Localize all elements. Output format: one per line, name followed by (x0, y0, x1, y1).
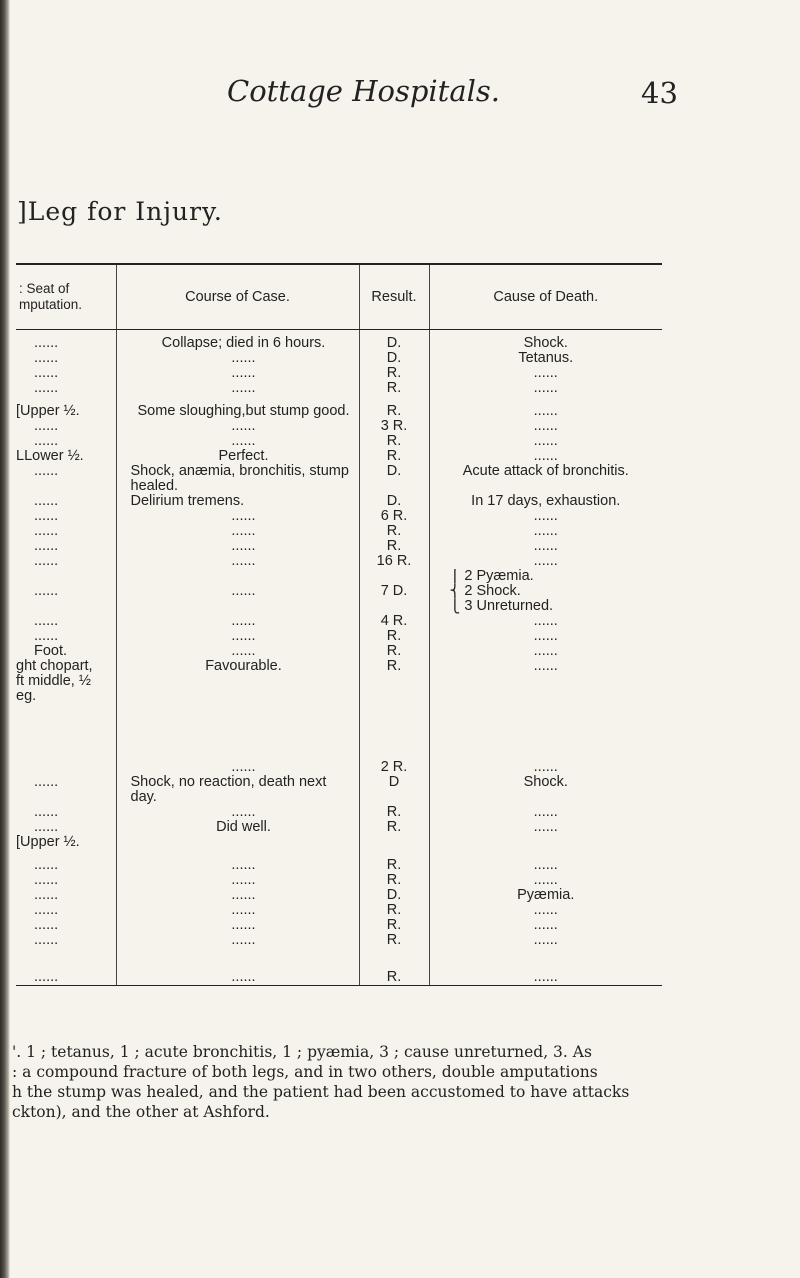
seat-cell (16, 569, 116, 584)
result-cell: 7 D. (359, 584, 429, 599)
result-cell: R. (359, 629, 429, 644)
result-cell: 4 R. (359, 614, 429, 629)
course-cell: ...... (116, 933, 359, 948)
course-cell (116, 835, 359, 850)
seat-cell: ...... (34, 335, 59, 351)
course-cell: ...... (116, 805, 359, 820)
result-cell: R. (359, 970, 429, 986)
spacer-row (16, 704, 662, 760)
seat-cell: ...... (34, 614, 59, 629)
course-cell: Some sloughing,but stump good. (116, 404, 359, 419)
cause-cell: ...... (429, 434, 662, 449)
table-row (16, 835, 662, 850)
cause-cell: ...... (429, 539, 662, 554)
result-cell: R. (359, 933, 429, 948)
note-line: '. 1 ; tetanus, 1 ; acute bronchitis, 1 ; pyæmia, 3 ; cause unreturned, 3. As (12, 1043, 592, 1061)
seat-cell: ...... (34, 524, 59, 539)
cause-cell: ...... (429, 933, 662, 948)
seat-cell: [Upper ½. (16, 404, 80, 419)
result-cell: R. (359, 858, 429, 873)
course-cell: ...... (116, 509, 359, 524)
course-cell: ...... (116, 381, 359, 396)
table-row (16, 554, 662, 569)
course-cell: Shock, no reaction, death next day. (116, 775, 359, 805)
seat-cell: LLower ½. (16, 449, 84, 464)
course-cell (116, 689, 359, 704)
cause-cell: Acute attack of bronchitis. (429, 464, 662, 494)
course-cell: ...... (116, 351, 359, 366)
page-header (0, 74, 800, 114)
seat-cell: ...... (34, 820, 59, 835)
seat-cell: ...... (34, 888, 59, 903)
cause-cell: ...... (429, 449, 662, 464)
table-row (16, 524, 662, 539)
cause-cell (429, 835, 662, 850)
result-cell: R. (359, 524, 429, 539)
course-cell (116, 569, 359, 584)
result-cell: 16 R. (359, 554, 429, 569)
cause-cell: ...... (429, 903, 662, 918)
seat-cell: ...... (16, 970, 116, 986)
seat-cell: ...... (34, 554, 59, 569)
seat-cell: ...... (34, 933, 59, 948)
seat-cell: ...... (34, 509, 59, 524)
cause-cell: ⎧ 2 Pyæmia. (429, 569, 662, 584)
cause-cell: ⎩ 3 Unreturned. (429, 599, 662, 614)
course-cell: ...... (116, 918, 359, 933)
table-row (16, 404, 662, 419)
header-result: Result. (359, 264, 429, 330)
course-cell: ...... (116, 970, 359, 986)
seat-cell (16, 599, 116, 614)
cause-cell: ...... (429, 644, 662, 659)
header-seat-of-amputation: : Seat of mputation. (16, 264, 116, 330)
course-cell: ...... (116, 554, 359, 569)
cause-cell: ...... (429, 629, 662, 644)
spacer-row (16, 396, 662, 404)
result-cell: D. (359, 351, 429, 366)
result-cell: D. (359, 494, 429, 509)
seat-cell: ...... (34, 464, 59, 479)
section-title: ]Leg for Injury. (17, 197, 223, 226)
result-cell: 6 R. (359, 509, 429, 524)
course-cell (116, 674, 359, 689)
course-cell: ...... (116, 584, 359, 599)
seat-cell: ...... (34, 351, 59, 366)
cause-cell: Tetanus. (429, 351, 662, 366)
table-row (16, 888, 662, 903)
table-row (16, 449, 662, 464)
result-cell: R. (359, 918, 429, 933)
seat-cell: ...... (34, 775, 59, 790)
table-row (16, 674, 662, 689)
result-cell: D. (359, 888, 429, 903)
course-cell: ...... (116, 873, 359, 888)
table-row (16, 434, 662, 449)
result-cell: R. (359, 539, 429, 554)
page-number: 43 (641, 76, 678, 110)
result-cell (359, 835, 429, 850)
cause-cell: ...... (429, 760, 662, 775)
result-cell: R. (359, 434, 429, 449)
table-row (16, 970, 662, 986)
table-row (16, 644, 662, 659)
seat-cell: ...... (34, 494, 59, 509)
result-cell: 2 R. (359, 760, 429, 775)
course-cell (116, 599, 359, 614)
result-cell: R. (359, 366, 429, 381)
result-cell (359, 689, 429, 704)
result-cell (359, 569, 429, 584)
table-row (16, 381, 662, 396)
seat-cell: ...... (34, 419, 59, 434)
course-cell: ...... (116, 903, 359, 918)
table-row (16, 569, 662, 584)
table-row (16, 659, 662, 674)
cause-cell (429, 674, 662, 689)
table-row (16, 614, 662, 629)
course-cell: Did well. (116, 820, 359, 835)
cause-cell: ...... (429, 524, 662, 539)
cause-cell: ...... (429, 614, 662, 629)
seat-cell: eg. (16, 689, 37, 704)
header-cause-of-death: Cause of Death. (429, 264, 662, 330)
cause-cell: In 17 days, exhaustion. (429, 494, 662, 509)
seat-cell: [Upper ½. (16, 835, 80, 850)
cause-cell (429, 689, 662, 704)
cause-cell: ...... (429, 381, 662, 396)
table-row (16, 539, 662, 554)
course-cell: ...... (116, 629, 359, 644)
table-row (16, 689, 662, 704)
note-line: : a compound fracture of both legs, and in two others, double amputations (12, 1063, 598, 1081)
seat-cell: ...... (34, 805, 59, 820)
result-cell: D. (359, 330, 429, 352)
course-cell: ...... (116, 524, 359, 539)
table-row (16, 351, 662, 366)
running-title: Cottage Hospitals. (227, 74, 500, 108)
course-cell: ...... (116, 434, 359, 449)
seat-cell: ...... (34, 381, 59, 396)
result-cell: R. (359, 805, 429, 820)
result-cell (359, 674, 429, 689)
result-cell: D. (359, 464, 429, 494)
spacer-row (16, 948, 662, 970)
course-cell: ...... (116, 644, 359, 659)
seat-cell: ght chopart, (16, 659, 93, 674)
course-cell: Favourable. (116, 659, 359, 674)
cause-cell: ...... (429, 659, 662, 674)
note-line: ckton), and the other at Ashford. (12, 1103, 270, 1121)
result-cell: R. (359, 659, 429, 674)
table-row (16, 584, 662, 599)
result-cell: R. (359, 873, 429, 888)
cause-cell: ...... (429, 419, 662, 434)
seat-cell: ...... (34, 366, 59, 381)
table-row (16, 494, 662, 509)
seat-cell: ...... (34, 858, 59, 873)
cause-cell: ...... (429, 404, 662, 419)
table-row (16, 509, 662, 524)
course-cell: ...... (116, 366, 359, 381)
seat-cell: ...... (34, 873, 59, 888)
cause-cell: ...... (429, 554, 662, 569)
table-header-row (16, 264, 662, 330)
table-row (16, 366, 662, 381)
spacer-row (16, 850, 662, 858)
course-cell: ...... (116, 760, 359, 775)
cause-cell: ...... (429, 509, 662, 524)
note-line: h the stump was healed, and the patient had been accustomed to have attacks (12, 1083, 630, 1101)
table-row (16, 858, 662, 873)
seat-cell: ...... (34, 584, 59, 599)
result-cell: R. (359, 903, 429, 918)
course-cell: ...... (116, 419, 359, 434)
table-row (16, 629, 662, 644)
table-row (16, 805, 662, 820)
cause-cell: ⎨ 2 Shock. (429, 584, 662, 599)
course-cell: ...... (116, 888, 359, 903)
result-cell: R. (359, 820, 429, 835)
cause-cell: Pyæmia. (429, 888, 662, 903)
course-cell: Delirium tremens. (116, 494, 359, 509)
cause-cell: ...... (429, 873, 662, 888)
seat-cell: ...... (34, 539, 59, 554)
seat-cell: Foot. (34, 644, 68, 659)
header-course-of-case: Course of Case. (116, 264, 359, 330)
result-cell: R. (359, 644, 429, 659)
result-cell: R. (359, 449, 429, 464)
amputation-cases-table (16, 263, 662, 986)
course-cell: Perfect. (116, 449, 359, 464)
cause-cell: ...... (429, 366, 662, 381)
course-cell: ...... (116, 614, 359, 629)
cause-cell: Shock. (429, 775, 662, 805)
table-row (16, 933, 662, 948)
cause-cell: ...... (429, 820, 662, 835)
table-row (16, 775, 662, 805)
seat-cell (16, 760, 116, 775)
result-cell: R. (359, 404, 429, 419)
cause-cell: ...... (429, 858, 662, 873)
cause-cell: ...... (429, 805, 662, 820)
table-row (16, 903, 662, 918)
result-cell: R. (359, 381, 429, 396)
seat-cell: ...... (34, 903, 59, 918)
page-binding-edge (0, 0, 10, 1278)
seat-cell: ft middle, ½ (16, 674, 91, 689)
table-row (16, 820, 662, 835)
cause-cell: ...... (429, 970, 662, 986)
course-cell: ...... (116, 539, 359, 554)
course-cell: Shock, anæmia, bronchitis, stump healed. (116, 464, 359, 494)
table-row (16, 419, 662, 434)
course-cell: ...... (116, 858, 359, 873)
table-row (16, 464, 662, 494)
summary-note (12, 1042, 702, 1122)
table-row (16, 760, 662, 775)
table-row (16, 918, 662, 933)
table-row (16, 330, 662, 352)
table-row (16, 873, 662, 888)
result-cell: D (359, 775, 429, 805)
course-cell: Collapse; died in 6 hours. (116, 330, 359, 352)
seat-cell: ...... (34, 434, 59, 449)
seat-cell: ...... (34, 629, 59, 644)
seat-cell: ...... (34, 918, 59, 933)
cause-cell: ...... (429, 918, 662, 933)
result-cell: 3 R. (359, 419, 429, 434)
cause-cell: Shock. (429, 330, 662, 352)
table-row (16, 599, 662, 614)
result-cell (359, 599, 429, 614)
